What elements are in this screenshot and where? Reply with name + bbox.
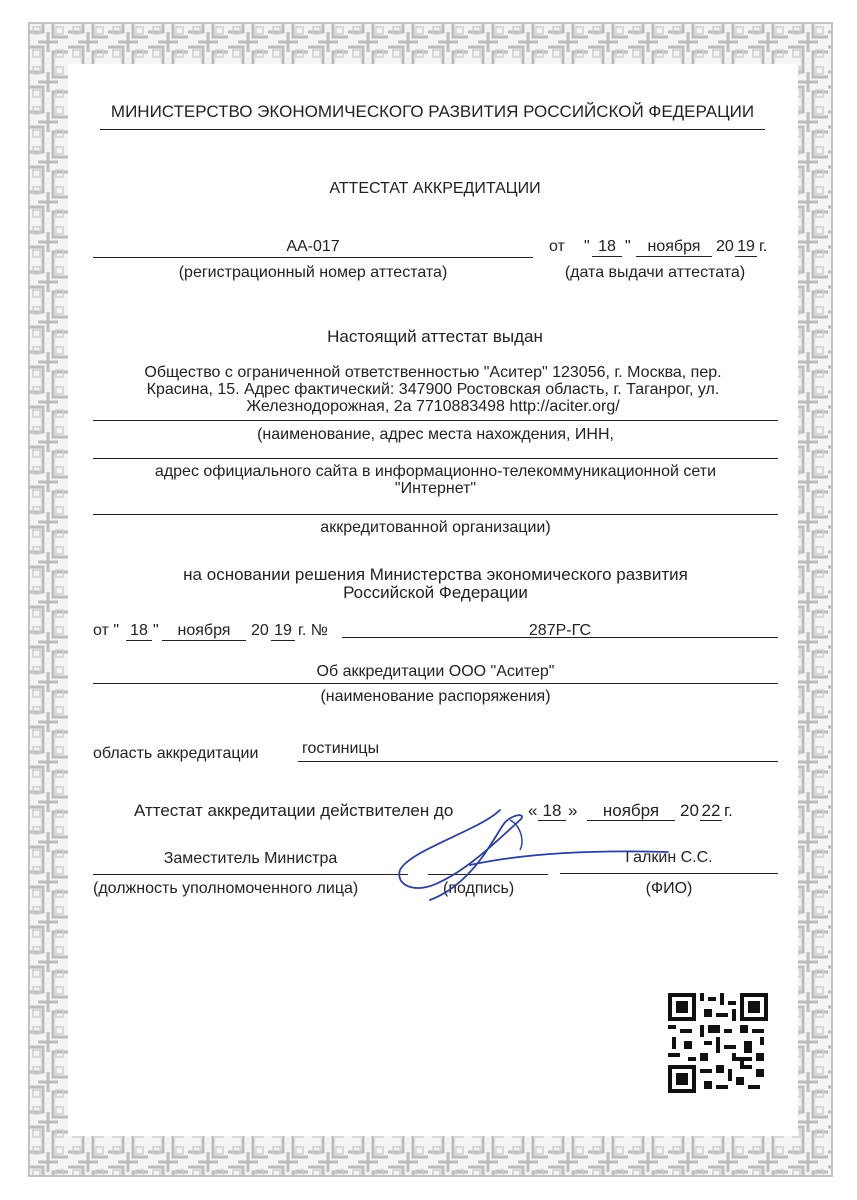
official-position: Заместитель Министра bbox=[163, 850, 338, 867]
validity-quote-close: » bbox=[568, 801, 578, 820]
decision-number: 287Р-ГС bbox=[528, 622, 592, 639]
validity-day: 18 bbox=[542, 801, 562, 820]
validity-year-unit: г. bbox=[724, 801, 733, 820]
decision-month: ноября bbox=[177, 622, 231, 639]
decision-year-suffix: 19 bbox=[274, 622, 292, 639]
organization-caption-3: аккредитованной организации) bbox=[320, 519, 551, 536]
issue-date-month-line bbox=[636, 256, 712, 257]
order-caption: (наименование распоряжения) bbox=[320, 688, 551, 705]
handwritten-signature bbox=[370, 790, 670, 910]
issue-date-caption: (дата выдачи аттестата) bbox=[564, 264, 746, 281]
ministry-header: МИНИСТЕРСТВО ЭКОНОМИЧЕСКОГО РАЗВИТИЯ РОССИЙСКОЙ ФЕДЕРАЦИИ bbox=[110, 102, 755, 121]
validity-quote-open: « bbox=[528, 801, 538, 820]
organization-line-c bbox=[93, 514, 778, 515]
position-caption: (должность уполномоченного лица) bbox=[93, 880, 359, 897]
organization-line-2: Красина, 15. Адрес фактический: 347900 Ростовская область, г. Таганрог, ул. bbox=[146, 381, 720, 398]
decision-day: 18 bbox=[130, 622, 148, 639]
decision-year-prefix: 20 bbox=[251, 622, 269, 639]
decision-number-label: г. № bbox=[298, 622, 328, 639]
order-name: Об аккредитации ООО "Аситер" bbox=[316, 663, 555, 680]
issue-date-day: 18 bbox=[598, 238, 616, 255]
organization-caption-1: (наименование, адрес места нахождения, ИНН, bbox=[257, 426, 614, 443]
scope-label: область аккредитации bbox=[93, 745, 259, 762]
registration-number-caption: (регистрационный номер аттестата) bbox=[178, 264, 448, 281]
basis-line-2: Российской Федерации bbox=[343, 583, 528, 602]
registration-number: АА-017 bbox=[286, 238, 340, 255]
issue-date-month: ноября bbox=[647, 238, 701, 255]
organization-caption-2-line-2: "Интернет" bbox=[394, 480, 477, 497]
organization-line bbox=[93, 420, 778, 421]
issued-to-heading: Настоящий аттестат выдан bbox=[327, 327, 543, 346]
document-title: АТТЕСТАТ АККРЕДИТАЦИИ bbox=[329, 180, 541, 197]
issue-date-quote-close: " bbox=[625, 238, 631, 255]
signature-caption: (подпись) bbox=[443, 880, 515, 897]
issue-date-prefix: от bbox=[549, 238, 565, 255]
basis-line-1: на основании решения Министерства экономического развития bbox=[183, 565, 688, 584]
decision-quote-close: " bbox=[153, 622, 159, 639]
official-name: Галкин С.С. bbox=[625, 849, 713, 866]
decision-year-line bbox=[271, 640, 295, 641]
organization-caption-2-line-1: адрес официального сайта в информационно-телекоммуникационной сети bbox=[154, 463, 717, 480]
registration-number-line bbox=[93, 257, 533, 258]
issue-date-day-line bbox=[592, 256, 622, 257]
organization-line-1: Общество с ограниченной ответственностью "Аситер" 123056, г. Москва, пер. bbox=[144, 364, 722, 381]
issue-date-year-line bbox=[735, 256, 757, 257]
validity-year-prefix: 20 bbox=[680, 801, 699, 820]
issue-date-quote-open: " bbox=[584, 238, 590, 255]
validity-year-line bbox=[700, 820, 722, 821]
header-rule bbox=[100, 129, 765, 130]
decision-prefix: от " bbox=[93, 622, 119, 639]
name-caption: (ФИО) bbox=[645, 880, 693, 897]
issue-date-year-suffix: 19 bbox=[737, 238, 755, 255]
decision-day-line bbox=[126, 640, 152, 641]
decision-month-line bbox=[162, 640, 246, 641]
organization-line-3: Железнодорожная, 2а 7710883498 http://aciter.org/ bbox=[246, 398, 620, 415]
validity-text: Аттестат аккредитации действителен до bbox=[134, 801, 454, 820]
order-name-line bbox=[93, 683, 778, 684]
validity-month: ноября bbox=[602, 801, 660, 820]
position-line bbox=[93, 874, 408, 875]
scope-line bbox=[298, 761, 778, 762]
scope-value: гостиницы bbox=[302, 740, 380, 757]
organization-line-b bbox=[93, 458, 778, 459]
validity-year-suffix: 22 bbox=[701, 801, 721, 820]
issue-date-year-unit: г. bbox=[759, 238, 768, 255]
issue-date-year-prefix: 20 bbox=[716, 238, 734, 255]
decision-number-line bbox=[342, 637, 778, 638]
qr-code bbox=[668, 993, 768, 1093]
